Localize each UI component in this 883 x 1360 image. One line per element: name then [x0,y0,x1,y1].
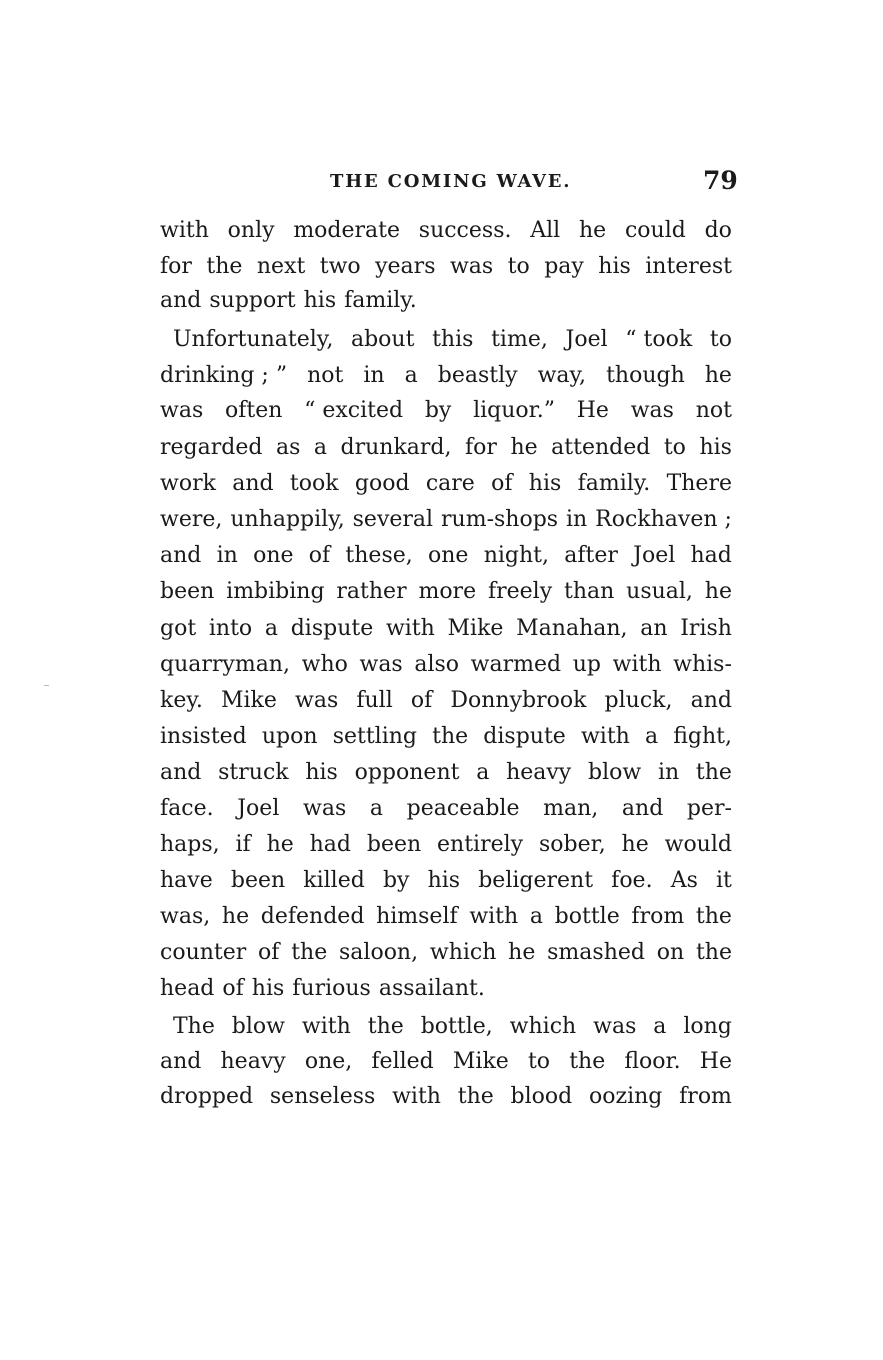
word: All [530,218,561,243]
text-line [160,216,732,246]
word: the [695,760,732,785]
word: the [457,1084,494,1109]
word: “ took [625,327,693,352]
word: key. [160,688,203,713]
word: freely [487,579,553,604]
word: he [704,363,732,388]
word: was [295,688,339,713]
word: one [428,543,469,568]
word: with [469,904,519,929]
word: for [465,435,497,460]
word: he [510,435,538,460]
word: the [206,254,243,279]
text-line [160,505,732,535]
word: support [209,288,296,313]
text-line [160,830,732,860]
word: was [630,398,674,423]
word: not [695,398,732,423]
word: family. [577,471,651,496]
text-line [160,686,732,716]
text-line [160,758,732,788]
word: these, [345,543,413,568]
word: Donnybrook [450,688,587,713]
word: sober, [538,832,606,857]
word: drinking ; ” [160,363,288,388]
word: moderate [293,218,401,243]
word: his [305,760,338,785]
word: and [160,760,202,785]
word: opponent [354,760,460,785]
word: to [709,327,732,352]
text-line [160,722,732,752]
word: his [427,868,461,893]
word: counter [160,940,247,965]
word: he [578,218,607,243]
word: blow [588,760,642,785]
word: would [664,832,732,857]
word: years [375,254,436,279]
word: up [572,652,601,677]
word: to [507,254,530,279]
word: his [251,976,285,1001]
word: dropped [160,1084,254,1109]
word: heavy [506,760,572,785]
word: felled [371,1049,434,1074]
word: beligerent [478,868,594,893]
text-line [160,286,732,316]
word: regarded [160,435,263,460]
word: bottle [554,904,620,929]
word: man, [543,796,599,821]
text-line [160,938,732,968]
text-line [160,396,732,426]
word: heavy [220,1049,286,1074]
word: Rockhaven ; [595,507,732,532]
word: he [221,904,250,929]
word: the [695,940,732,965]
word: dispute [290,616,374,641]
word: of [222,976,244,1001]
text-line [160,866,732,896]
word: Joel [565,327,608,352]
word: the [432,724,469,749]
word: were, [160,507,223,532]
word: with [160,218,209,243]
word: work [160,471,216,496]
word: was [160,398,204,423]
word: got [160,616,197,641]
word: pay [544,254,584,279]
word: fight, [673,724,732,749]
word: more [418,579,477,604]
word: and [160,288,202,313]
text-line [173,325,732,355]
word: struck [218,760,289,785]
word: than [564,579,615,604]
word: in [566,507,588,532]
word: two [319,254,361,279]
word: from [631,904,685,929]
word: of [491,471,513,496]
word: after [564,543,618,568]
word: interest [645,254,732,279]
word: “ excited [304,398,404,423]
word: he [704,579,732,604]
word: was [303,796,347,821]
word: had [309,832,351,857]
word: in [363,363,385,388]
word: face. [160,796,214,821]
word: smashed [547,940,645,965]
word: it [716,868,732,893]
word: a [529,904,543,929]
word: success. [418,218,512,243]
word: his [699,435,732,460]
word: settling [332,724,418,749]
word: and [690,688,732,713]
word: the [569,1049,606,1074]
text-line [160,433,732,463]
word: often [224,398,283,423]
word: on [656,940,685,965]
word: insisted [160,724,247,749]
word: his [598,254,631,279]
word: who [301,652,348,677]
word: As [670,868,698,893]
text-line [160,794,732,824]
text-line [160,614,732,644]
word: was [449,254,494,279]
word: time, [491,327,548,352]
word: Unfortunately, [173,327,334,352]
word: drunkard, [340,435,452,460]
word: good [354,471,410,496]
word: long [683,1014,732,1039]
word: have [160,868,213,893]
text-line [173,1012,732,1042]
text-line [160,902,732,932]
word: could [624,218,686,243]
word: in [657,760,680,785]
word: upon [261,724,318,749]
page-number: 79 [703,166,738,195]
word: as [275,435,301,460]
word: for [160,254,192,279]
word: been [230,868,286,893]
text-line [160,541,732,571]
word: imbibing [226,579,325,604]
word: There [666,471,732,496]
word: to [663,435,686,460]
word: Mike [220,688,277,713]
word: Manahan, [516,616,628,641]
word: pluck, [604,688,673,713]
word: Joel [237,796,280,821]
word: one, [304,1049,353,1074]
word: the [695,904,732,929]
word: a [369,796,384,821]
text-line [160,361,732,391]
word: care [425,471,475,496]
word: into [208,616,253,641]
word: beastly [437,363,518,388]
word: by [382,868,410,893]
word: Irish [680,616,732,641]
word: do [704,218,732,243]
word: full [356,688,393,713]
word: Joel [633,543,676,568]
word: with [580,724,630,749]
word: which [509,1014,577,1039]
word: blood [510,1084,573,1109]
word: dispute [483,724,566,749]
word: the [291,940,328,965]
word: peaceable [406,796,520,821]
word: next [256,254,306,279]
word: only [227,218,275,243]
word: foe. [611,868,653,893]
text-line [160,974,732,1004]
word: been [160,579,215,604]
word: with [301,1014,351,1039]
word: whis- [673,652,732,677]
word: oozing [589,1084,663,1109]
word: assailant. [378,976,485,1001]
word: not [307,363,344,388]
word: he [266,832,294,857]
word: entirely [437,832,524,857]
word: if [235,832,251,857]
word: unhappily, [230,507,345,532]
word: and [160,1049,202,1074]
margin-speck [44,685,49,686]
word: from [679,1084,732,1109]
word: He [699,1049,732,1074]
word: by [424,398,452,423]
text-line [160,650,732,680]
text-line [160,1047,732,1077]
word: several [352,507,434,532]
word: a [313,435,327,460]
word: about [350,327,415,352]
running-title: THE COMING WAVE. [330,171,572,192]
word: his [303,288,337,313]
word: liquor.” [473,398,556,423]
word: to [527,1049,551,1074]
word: of [258,940,280,965]
word: an [640,616,668,641]
word: was, [160,904,211,929]
word: the [367,1014,404,1039]
word: and [232,471,274,496]
word: a [404,363,418,388]
word: warmed [470,652,562,677]
word: one [253,543,294,568]
word: senseless [269,1084,376,1109]
word: attended [551,435,651,460]
word: saloon, [339,940,419,965]
word: The [173,1014,215,1039]
text-line [160,1082,732,1112]
word: was [359,652,403,677]
word: himself [376,904,458,929]
word: rather [336,579,407,604]
word: floor. [624,1049,681,1074]
word: this [432,327,474,352]
word: a [653,1014,667,1039]
word: per- [686,796,732,821]
word: family. [344,288,417,313]
word: and [621,796,664,821]
word: furious [292,976,371,1001]
word: of [410,688,433,713]
word: he [508,940,536,965]
word: and [160,543,202,568]
word: in [216,543,238,568]
text-line [160,577,732,607]
word: with [392,1084,441,1109]
word: blow [231,1014,285,1039]
word: with [612,652,662,677]
word: haps, [160,832,220,857]
word: night, [483,543,549,568]
word: rum-shops [441,507,559,532]
word: a [264,616,278,641]
word: bottle, [420,1014,493,1039]
word: took [289,471,339,496]
word: killed [303,868,365,893]
word: Mike [447,616,504,641]
word: defended [260,904,365,929]
word: Mike [452,1049,509,1074]
word: quarryman, [160,652,290,677]
word: He [576,398,609,423]
text-line [160,469,732,499]
word: his [528,471,562,496]
word: usual, [626,579,693,604]
word: way, [537,363,587,388]
word: though [606,363,685,388]
word: with [385,616,435,641]
word: a [476,760,490,785]
word: head [160,976,215,1001]
word: also [414,652,460,677]
word: been [366,832,422,857]
word: a [644,724,659,749]
word: was [593,1014,637,1039]
text-line [160,252,732,282]
word: which [429,940,497,965]
word: had [690,543,732,568]
word: of [308,543,331,568]
word: he [621,832,649,857]
